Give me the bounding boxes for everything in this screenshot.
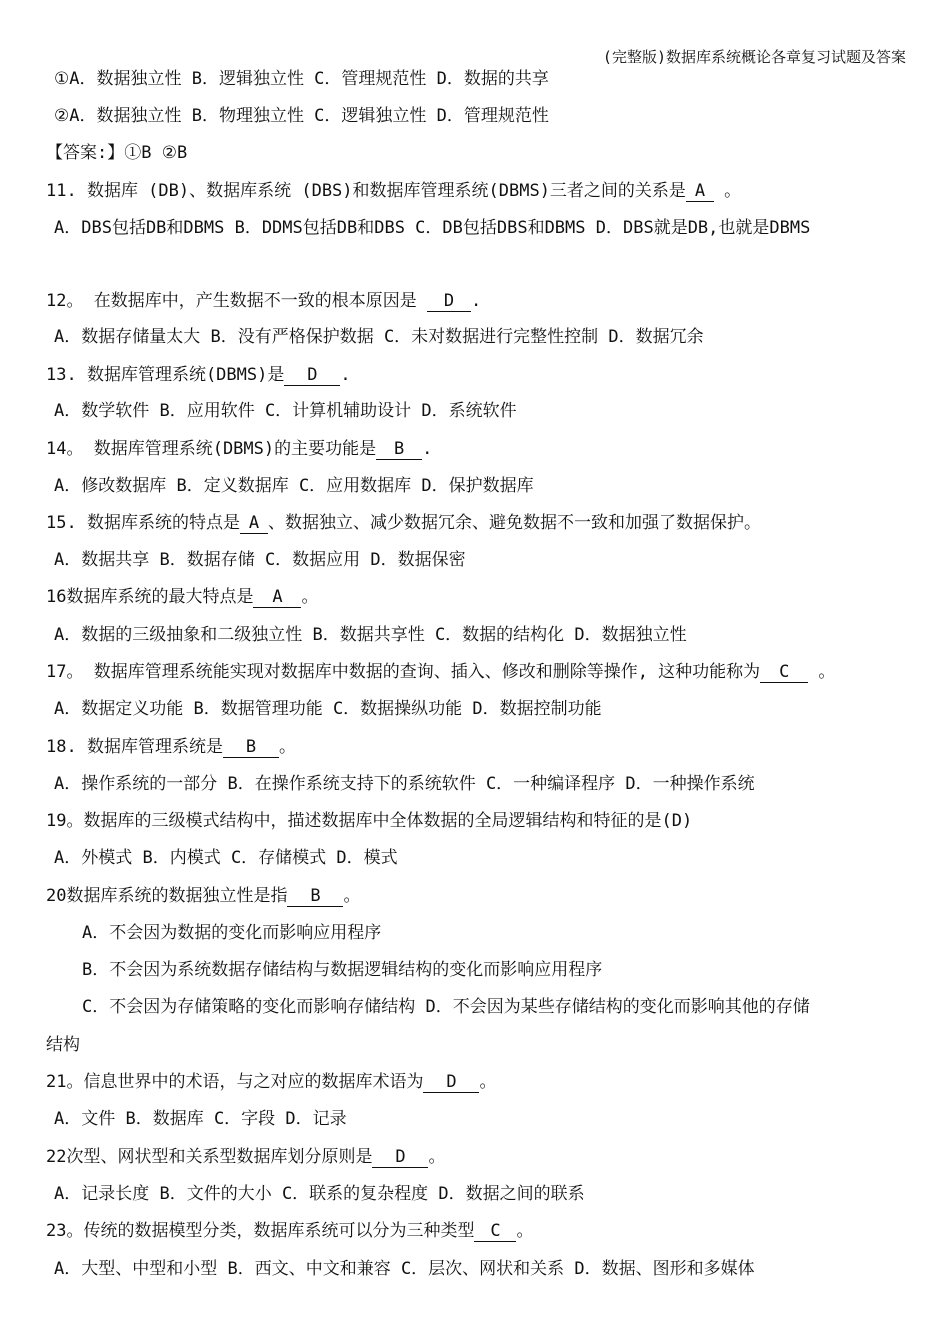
q12-options: A．数据存储量太大 B．没有严格保护数据 C．未对数据进行完整性控制 D．数据冗余 [54, 327, 704, 347]
question-suffix: 。 [428, 1147, 446, 1167]
q16-options: A．数据的三级抽象和二级独立性 B．数据共享性 C．数据的结构化 D．数据独立性 [54, 625, 687, 645]
question-23 [46, 1220, 533, 1242]
answer-blank: C [760, 662, 808, 683]
answer-blank: A [253, 587, 301, 608]
question-text: 21。信息世界中的术语，与之对应的数据库术语为 [46, 1072, 424, 1092]
question-12 [46, 290, 481, 312]
question-text: 15. 数据库系统的特点是 [46, 513, 240, 533]
answer-blank: B [287, 886, 343, 907]
q23-options: A．大型、中型和小型 B．西文、中文和兼容 C．层次、网状和关系 D．数据、图形和多媒体 [54, 1259, 755, 1279]
question-suffix: 。 [278, 737, 296, 757]
q11-options: A．DBS包括DB和DBMS B．DDMS包括DB和DBS C．DB包括DBS和DBMS D．DBS就是DB,也就是DBMS [54, 218, 811, 238]
q10-options-1: ①A．数据独立性 B．逻辑独立性 C．管理规范性 D．数据的共享 [54, 69, 549, 89]
q10-answer: 【答案:】①B ②B [46, 143, 188, 163]
question-suffix: . [422, 439, 433, 459]
q22-options: A．记录长度 B．文件的大小 C．联系的复杂程度 D．数据之间的联系 [54, 1184, 585, 1204]
question-suffix: . [340, 365, 351, 385]
question-suffix: 、数据独立、减少数据冗余、避免数据不一致和加强了数据保护。 [267, 513, 761, 533]
question-suffix: 。 [343, 886, 361, 906]
question-13 [46, 364, 351, 386]
q19-options: A．外模式 B．内模式 C．存储模式 D．模式 [54, 848, 398, 868]
answer-blank: B [376, 439, 422, 460]
q20-option-cd: C．不会因为存储策略的变化而影响存储结构 D．不会因为某些存储结构的变化而影响其他的存储 [82, 997, 810, 1017]
question-17 [46, 661, 835, 683]
question-15 [46, 512, 761, 534]
question-21 [46, 1071, 496, 1093]
question-19: 19。数据库的三级模式结构中，描述数据库中全体数据的全局逻辑结构和特征的是(D) [46, 811, 693, 831]
question-suffix: 。 [301, 587, 319, 607]
question-text: 16数据库系统的最大特点是 [46, 587, 254, 607]
question-suffix: 。 [808, 662, 836, 682]
question-text: 23。传统的数据模型分类，数据库系统可以分为三种类型 [46, 1221, 475, 1241]
q15-options: A．数据共享 B．数据存储 C．数据应用 D．数据保密 [54, 550, 466, 570]
question-text: 17。 数据库管理系统能实现对数据库中数据的查询、插入、修改和删除等操作, 这种功能称为 [46, 662, 761, 682]
q13-options: A．数学软件 B．应用软件 C．计算机辅助设计 D．系统软件 [54, 401, 517, 421]
q20-option-cd-wrap: 结构 [46, 1035, 80, 1055]
question-text: 13. 数据库管理系统(DBMS)是 [46, 365, 285, 385]
q18-options: A．操作系统的一部分 B．在操作系统支持下的系统软件 C．一种编译程序 D．一种操作系统 [54, 774, 755, 794]
answer-blank: A [686, 181, 714, 202]
question-20 [46, 885, 360, 907]
q21-options: A．文件 B．数据库 C．字段 D．记录 [54, 1109, 347, 1129]
q17-options: A．数据定义功能 B．数据管理功能 C．数据操纵功能 D．数据控制功能 [54, 699, 602, 719]
question-18 [46, 736, 296, 758]
question-suffix: 。 [516, 1221, 534, 1241]
question-text: 14。 数据库管理系统(DBMS)的主要功能是 [46, 439, 377, 459]
question-suffix: 。 [479, 1072, 497, 1092]
question-text: 20数据库系统的数据独立性是指 [46, 886, 288, 906]
answer-blank: A [240, 513, 268, 534]
q20-option-b: B．不会因为系统数据存储结构与数据逻辑结构的变化而影响应用程序 [82, 960, 603, 980]
q20-option-a: A．不会因为数据的变化而影响应用程序 [82, 923, 382, 943]
question-16 [46, 586, 318, 608]
q14-options: A．修改数据库 B．定义数据库 C．应用数据库 D．保护数据库 [54, 476, 534, 496]
answer-blank: D [284, 365, 340, 386]
answer-blank: C [474, 1221, 516, 1242]
question-22 [46, 1146, 445, 1168]
question-14 [46, 438, 432, 460]
answer-blank: B [223, 737, 279, 758]
question-suffix: 。 [713, 181, 742, 201]
question-11 [46, 180, 741, 202]
answer-blank: D [372, 1147, 428, 1168]
question-text: 12。 在数据库中，产生数据不一致的根本原因是 [46, 291, 427, 311]
question-text: 22次型、网状型和关系型数据库划分原则是 [46, 1147, 373, 1167]
answer-blank: D [423, 1072, 479, 1093]
question-text: 18. 数据库管理系统是 [46, 737, 223, 757]
question-suffix: . [470, 291, 482, 311]
document-header: (完整版)数据库系统概论各章复习试题及答案 [602, 48, 906, 66]
q10-options-2: ②A．数据独立性 B．物理独立性 C．逻辑独立性 D．管理规范性 [54, 106, 549, 126]
question-text: 11. 数据库 (DB)、数据库系统 (DBS)和数据库管理系统(DBMS)三者之间的关系是 [46, 181, 686, 201]
answer-blank: D [427, 291, 471, 312]
